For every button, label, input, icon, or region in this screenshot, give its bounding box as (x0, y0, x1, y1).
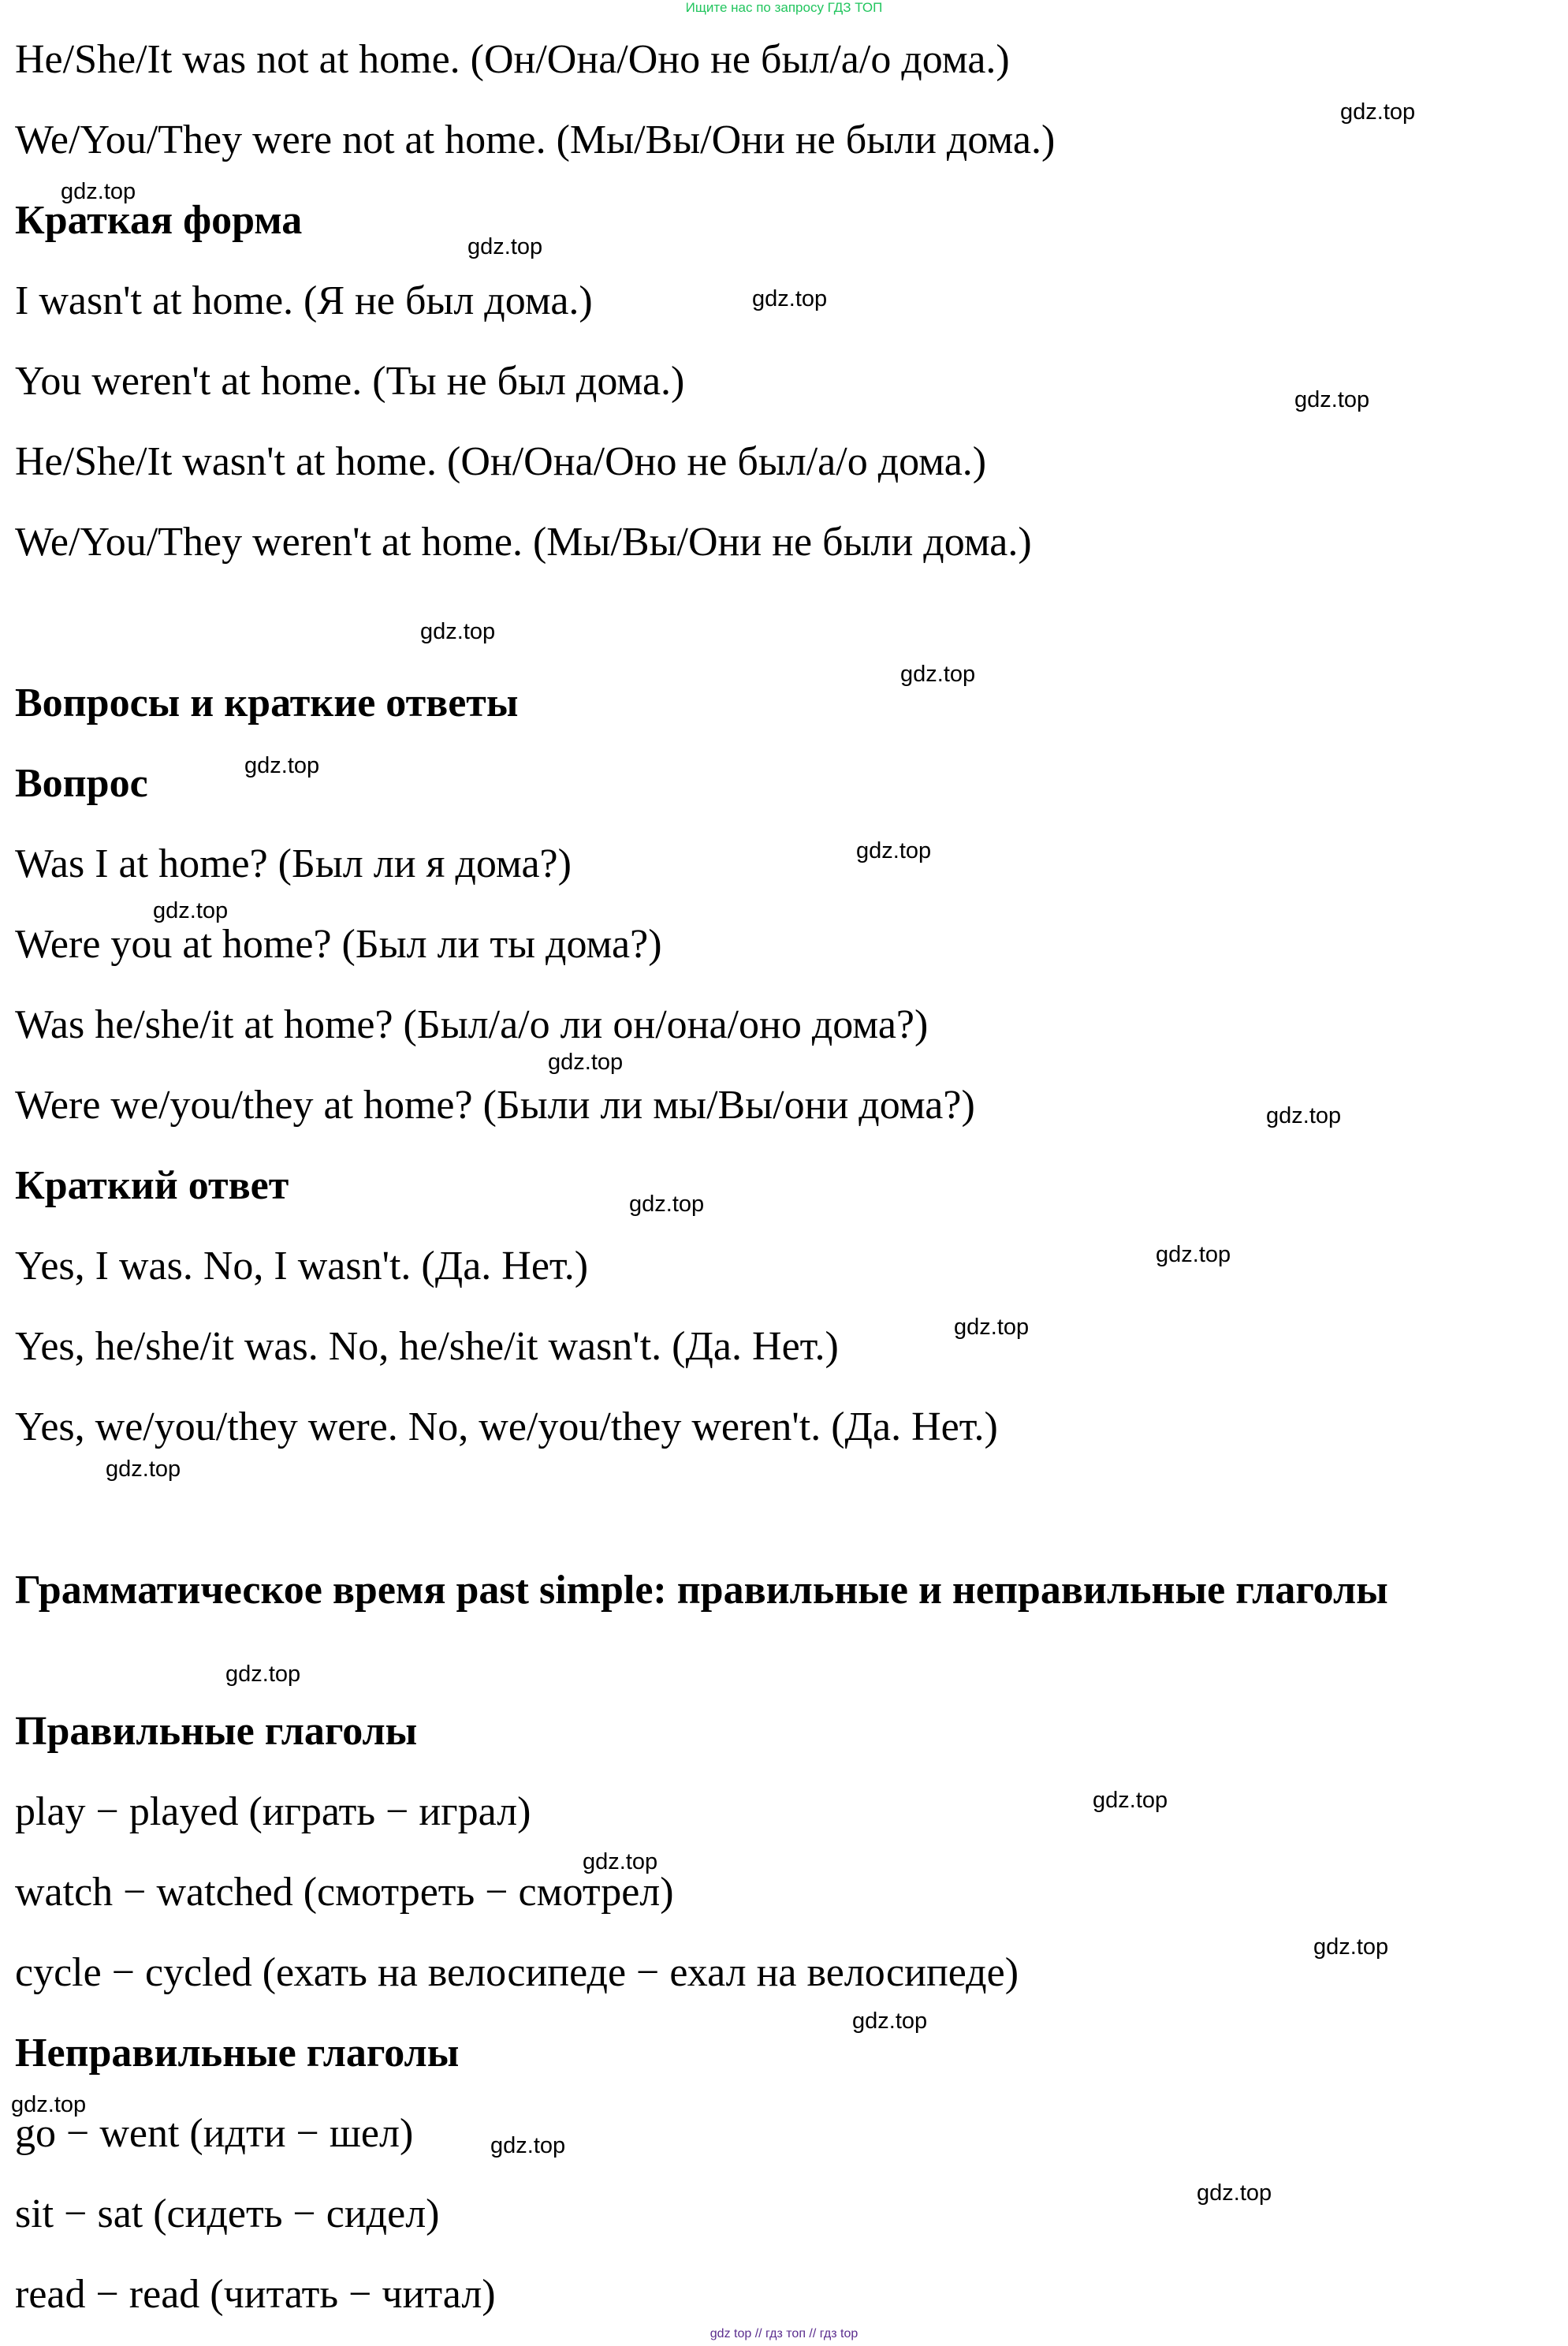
watermark: gdz.top (1266, 1103, 1342, 1128)
question-line-you: Were you at home? (Был ли ты дома?) (15, 922, 662, 967)
regular-verb-play: play − played (играть − играл) (15, 1789, 531, 1834)
negative-line-we-you-they: We/You/They were not at home. (Мы/Вы/Они не были дома.) (15, 117, 1056, 162)
watermark: gdz.top (1197, 2180, 1272, 2206)
answer-line-he-she-it: Yes, he/she/it was. No, he/she/it wasn't. (Да. Нет.) (15, 1324, 839, 1369)
watermark: gdz.top (629, 1192, 705, 1217)
watermark: gdz.top (1313, 1934, 1389, 1960)
irregular-verb-go: go − went (идти − шел) (15, 2111, 414, 2156)
short-form-line-he-she-it: He/She/It wasn't at home. (Он/Она/Оно не был/а/о дома.) (15, 439, 987, 484)
negative-line-he-she-it: He/She/It was not at home. (Он/Она/Оно не был/а/о дома.) (15, 37, 1010, 82)
watermark: gdz.top (583, 1849, 658, 1874)
watermark: gdz.top (548, 1050, 624, 1075)
irregular-verbs-heading: Неправильные глаголы (15, 2031, 460, 2076)
watermark: gdz.top (752, 286, 828, 311)
watermark: gdz.top (244, 753, 320, 778)
irregular-verb-read: read − read (читать − читал) (15, 2272, 496, 2317)
watermark: gdz.top (420, 619, 496, 644)
answer-line-we-you-they: Yes, we/you/they were. No, we/you/they weren't. (Да. Нет.) (15, 1404, 998, 1449)
regular-verbs-heading: Правильные глаголы (15, 1709, 418, 1754)
question-line-he-she-it: Was he/she/it at home? (Был/а/о ли он/она/оно дома?) (15, 1002, 929, 1047)
question-subheading: Вопрос (15, 761, 148, 806)
question-line-i: Was I at home? (Был ли я дома?) (15, 841, 572, 886)
watermark: gdz.top (153, 898, 229, 923)
footer-banner: gdz top // гдз топ // гдз top (710, 2327, 858, 2340)
past-simple-heading: Грамматическое время past simple: правильные и неправильные глаголы (15, 1568, 1388, 1613)
watermark: gdz.top (1294, 387, 1370, 412)
short-form-line-we-you-they: We/You/They weren't at home. (Мы/Вы/Они не были дома.) (15, 520, 1032, 565)
regular-verb-cycle: cycle − cycled (ехать на велосипеде − ехал на велосипеде) (15, 1950, 1019, 1995)
watermark: gdz.top (61, 179, 136, 204)
short-form-line-i: I wasn't at home. (Я не был дома.) (15, 278, 593, 323)
short-form-line-you: You weren't at home. (Ты не был дома.) (15, 359, 685, 404)
question-line-we-you-they: Were we/you/they at home? (Были ли мы/Вы/они дома?) (15, 1083, 975, 1128)
watermark: gdz.top (852, 2008, 928, 2034)
short-form-heading: Краткая форма (15, 198, 303, 243)
watermark: gdz.top (954, 1315, 1030, 1340)
questions-heading: Вопросы и краткие ответы (15, 681, 519, 725)
irregular-verb-sit: sit − sat (сидеть − сидел) (15, 2191, 440, 2236)
regular-verb-watch: watch − watched (смотреть − смотрел) (15, 1870, 674, 1915)
watermark: gdz.top (1093, 1788, 1168, 1813)
watermark: gdz.top (225, 1662, 301, 1687)
watermark: gdz.top (11, 2092, 87, 2117)
watermark: gdz.top (1340, 99, 1416, 125)
watermark: gdz.top (1156, 1242, 1231, 1267)
header-banner: Ищите нас по запросу ГДЗ ТОП (685, 0, 883, 15)
watermark: gdz.top (106, 1456, 181, 1482)
answer-line-i: Yes, I was. No, I wasn't. (Да. Нет.) (15, 1244, 589, 1289)
watermark: gdz.top (900, 662, 976, 687)
watermark: gdz.top (467, 234, 543, 259)
watermark: gdz.top (856, 838, 932, 863)
watermark: gdz.top (490, 2133, 566, 2158)
short-answer-subheading: Краткий ответ (15, 1163, 289, 1208)
